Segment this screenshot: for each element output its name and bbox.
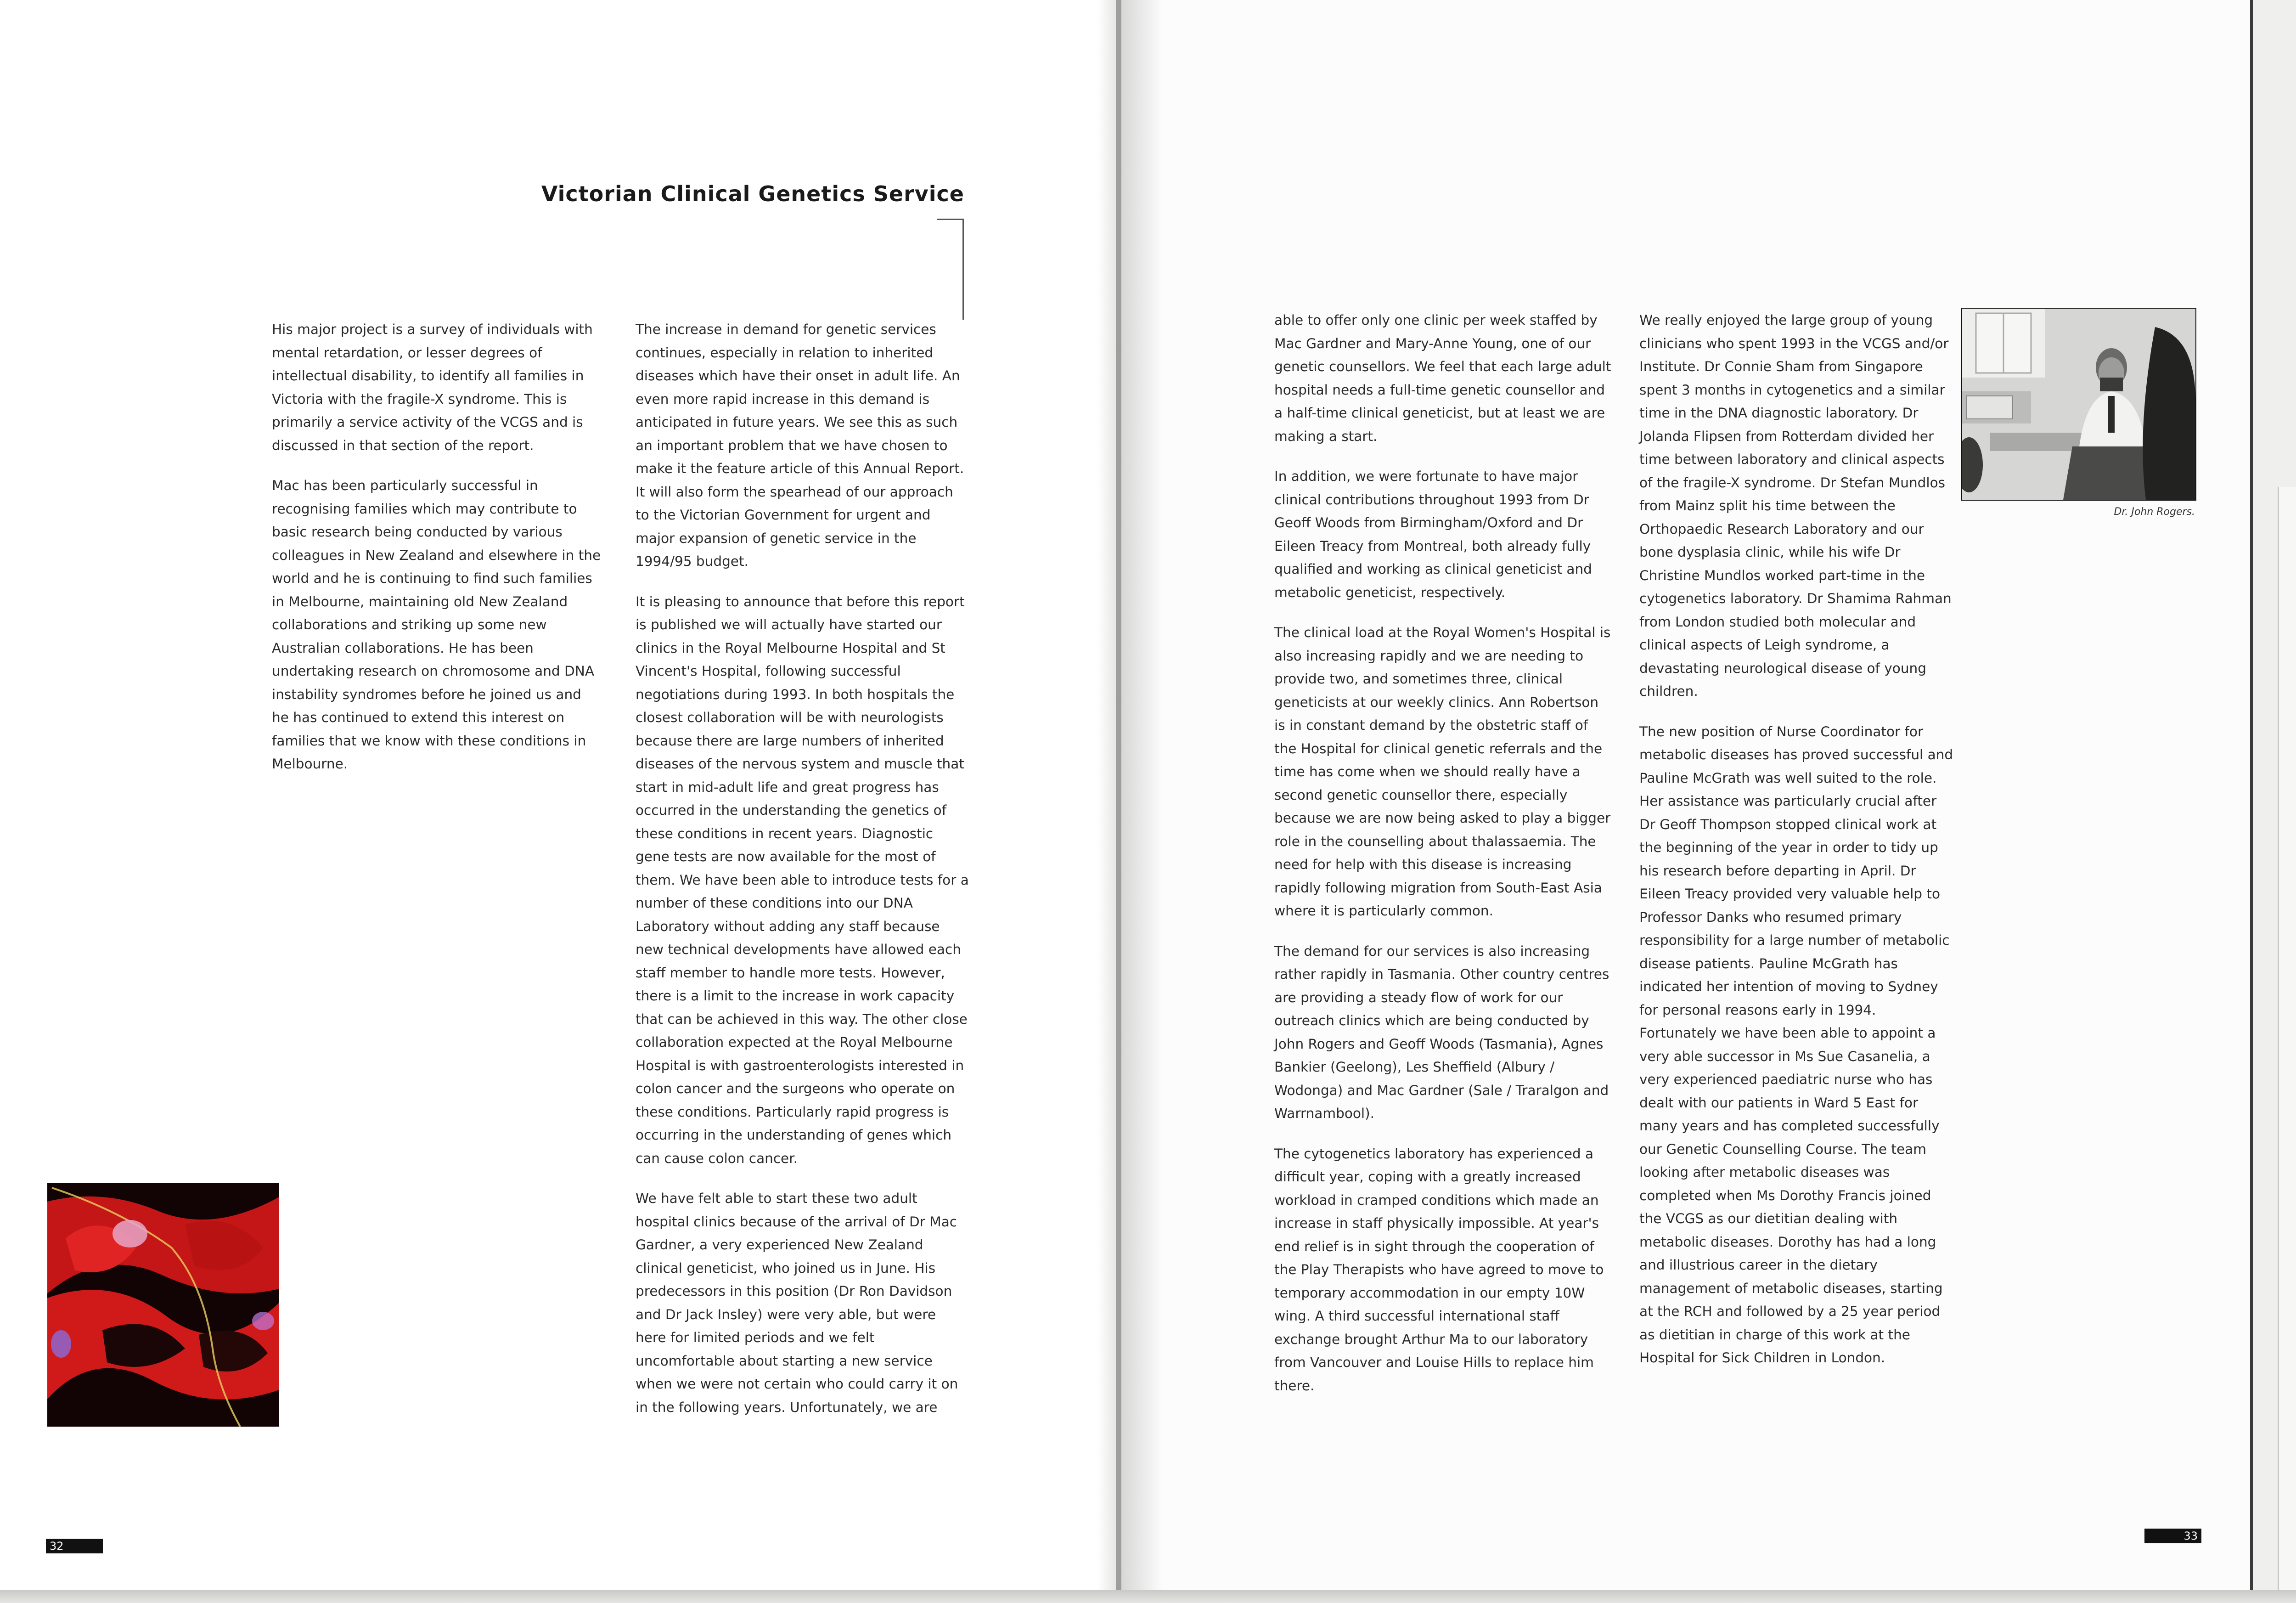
page-edge-sheet <box>2278 487 2296 1598</box>
paragraph: The new position of Nurse Coordinator for metabolic diseases has proved successful and Pauline McGrath was well suited to the role. Her assistance was particularly crucial after Dr Geoff Thompson stopped clinical work at the beginning of the year in order to tidy up his research before departing in April. Dr Eileen Treacy provided very valuable help to Professor Danks who resumed primary responsibility for a large number of metabolic disease patients. Pauline McGrath has indicated her intention of moving to Sydney for personal reasons early in 1994. Fortunately we have been able to appoint a very able successor in Ms Sue Casanelia, a very experienced paediatric nurse who has dealt with our patients in Ward 5 East for many years and has completed successfully our Genetic Counselling Course. The team looking after metabolic diseases was completed when Ms Dorothy Francis joined the VCGS as our dietitian dealing with metabolic diseases. Dorothy has had a long and illustrious career in the dietary management of metabolic diseases, starting at the RCH and followed by a 25 year period as dietitian in charge of this work at the Hospital for Sick Children in London. <box>1639 723 1953 1366</box>
paragraph: The cytogenetics laboratory has experienced a difficult year, coping with a greatly increased workload in cramped conditions which made an increase in staff physically impossible. At year's end relief is in sight through the cooperation of the Play Therapists who have agreed to move to temporary accommodation in our empty 10W wing. A third successful international staff exchange brought Arthur Ma to our laboratory from Vancouver and Louise Hills to replace him there. <box>1274 1146 1604 1394</box>
paragraph: We really enjoyed the large group of young clinicians who spent 1993 in the VCGS and/or Institute. Dr Connie Sham from Singapore spent 3 months in cytogenetics and a similar time in the DNA diagnostic laboratory. Dr Jolanda Flipsen from Rotterdam divided her time between laboratory and clinical aspects of the fragile-X syndrome. Dr Stefan Mundlos from Mainz split his time between the Orthopaedic Research Laboratory and our bone dysplasia clinic, while his wife Dr Christine Mundlos worked part-time in the cytogenetics laboratory. Dr Shamima Rahman from London studied both molecular and clinical aspects of Leigh syndrome, a devastating neurological disease of young children. <box>1639 312 1952 699</box>
portrait-photo-artwork <box>1962 309 2195 500</box>
paragraph: In addition, we were fortunate to have major clinical contributions throughout 1993 from Dr Geoff Woods from Birmingham/Oxford and Dr Eileen Treacy from Montreal, both already fully qualified and working as clinical geneticist and metabolic geneticist, respectively. <box>1274 468 1592 600</box>
text-column-1 <box>272 318 602 793</box>
page-number-left: 32 <box>46 1539 103 1553</box>
paragraph: The increase in demand for genetic services continues, especially in relation to inherited diseases which have their onset in adult life. An even more rapid increase in this demand is anticipated in future years. We see this as such an important problem that we have chosen to make it the feature article of this Annual Report. It will also form the spearhead of our approach to the Victorian Government for urgent and major expansion of genetic service in the 1994/95 budget. <box>636 322 964 569</box>
photo-caption: Dr. John Rogers. <box>2114 506 2195 518</box>
paragraph: The demand for our services is also increasing rather rapidly in Tasmania. Other country centres are providing a steady flow of work for our outreach clinics which are being conducted by John Rogers and Geoff Woods (Tasmania), Agnes Bankier (Geelong), Les Sheffield (Albury / Wodonga) and Mac Gardner (Sale / Traralgon and Warrnambool). <box>1274 943 1609 1121</box>
text-column-4 <box>1639 309 1956 1387</box>
paragraph: Mac has been particularly successful in recognising families which may contribute to basic research being conducted by various colleagues in New Zealand and elsewhere in the world and he is continuing to find such families in Melbourne, maintaining old New Zealand collaborations and striking up some new Australian collaborations. He has been undertaking research on chromosome and DNA instability syndromes before he joined us and he has continued to extend this interest on families that we know with these conditions in Melbourne. <box>272 478 601 772</box>
title-rule-vertical <box>962 219 964 320</box>
right-gutter-shadow <box>1121 0 1163 1595</box>
page-number-right: 33 <box>2144 1529 2201 1543</box>
paragraph: able to offer only one clinic per week staffed by Mac Gardner and Mary-Anne Young, one of our genetic counsellors. We feel that each large adult hospital needs a full-time genetic counsellor and a half-time clinical geneticist, but at least we are making a start. <box>1274 312 1611 444</box>
paragraph: His major project is a survey of individuals with mental retardation, or lesser degrees of intellectual disability, to identify all families in Victoria with the fragile-X syndrome. This is primarily a service activity of the VCGS and is discussed in that section of the report. <box>272 322 593 453</box>
microscopy-artwork <box>47 1183 279 1427</box>
paragraph: It is pleasing to announce that before this report is published we will actually have started our clinics in the Royal Melbourne Hospital and St Vincent's Hospital, following successful negotiations during 1993. In both hospitals the closest collaboration will be with neurologists because there are large numbers of inherited diseases of the nervous system and muscle that start in mid-adult life and great progress has occurred in the understanding the genetics of these conditions in recent years. Diagnostic gene tests are now available for the most of them. We have been able to introduce tests for a number of these conditions into our DNA Laboratory without adding any staff because new technical developments have allowed each staff member to handle more tests. However, there is a limit to the increase in work capacity that can be achieved in this way. The other close collaboration expected at the Royal Melbourne Hospital is with gastroenterologists interested in colon cancer and the surgeons who operate on these conditions. Particularly rapid progress is occurring in the understanding of genes which can cause colon cancer. <box>636 593 969 1166</box>
page-title: Victorian Clinical Genetics Service <box>541 181 964 206</box>
microscopy-image <box>47 1183 279 1427</box>
text-column-3 <box>1274 309 1613 1414</box>
text-column-2 <box>636 318 970 1436</box>
book-gutter <box>1116 0 1121 1603</box>
paragraph: We have felt able to start these two adult hospital clinics because of the arrival of Dr Mac Gardner, a very experienced New Zealand clinical geneticist, who joined us in June. His predecessors in this position (Dr Ron Davidson and Dr Jack Insley) were very able, but were here for limited periods and we felt uncomfortable about starting a new service when we were not certain who could carry it on in the following years. Unfortunately, we are <box>636 1191 958 1415</box>
title-rule-horizontal <box>937 219 963 220</box>
paragraph: The clinical load at the Royal Women's Hospital is also increasing rapidly and we are needing to provide two, and sometimes three, clinical geneticists at our weekly clinics. Ann Robertson is in constant demand by the obstetric staff of the Hospital for clinical genetic referrals and the time has come when we should really have a second genetic counsellor there, especially because we are now being asked to play a bigger role in the counselling about thalassaemia. The need for help with this disease is increasing rapidly following migration from South-East Asia where it is particularly common. <box>1274 625 1611 919</box>
portrait-photo <box>1961 308 2196 501</box>
bottom-page-edge <box>0 1590 2296 1603</box>
